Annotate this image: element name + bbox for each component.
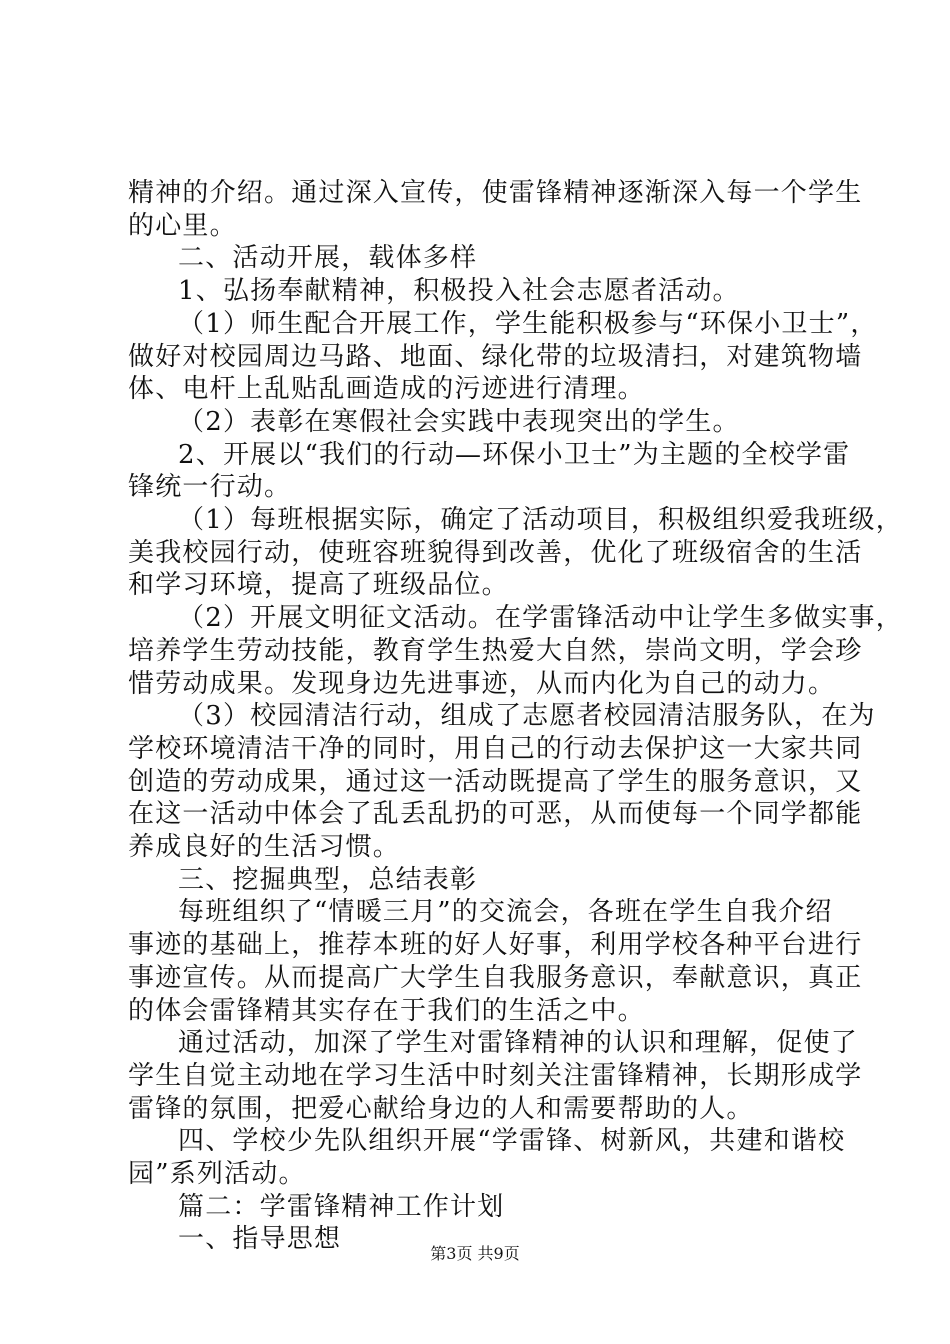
body-line: 园”系列活动。 — [128, 1159, 306, 1189]
body-line: 的体会雷锋精其实存在于我们的生活之中。 — [128, 995, 645, 1026]
body-line: 锋统一行动。 — [128, 472, 292, 503]
body-line: 在这一活动中体会了乱丢乱扔的可恶，从而使每一个同学都能 — [128, 799, 863, 830]
body-line: 事迹的基础上，推荐本班的好人好事，利用学校各种平台进行 — [128, 930, 863, 961]
body-line: 和学习环境，提高了班级品位。 — [128, 570, 509, 601]
body-line: 创造的劳动成果，通过这一活动既提高了学生的服务意识，又 — [128, 766, 863, 797]
body-line: （2）表彰在寒假社会实践中表现突出的学生。 — [178, 406, 740, 437]
body-line: 惜劳动成果。发现身边先进事迹，从而内化为自己的动力。 — [128, 668, 836, 699]
body-line: 体、电杆上乱贴乱画造成的污迹进行清理。 — [128, 374, 645, 405]
section-heading: 三、挖掘典型，总结表彰 — [178, 864, 478, 895]
body-line: 养成良好的生活习惯。 — [128, 832, 401, 862]
body-line: 的心里。 — [128, 210, 237, 241]
body-line: 1、弘扬奉献精神，积极投入社会志愿者活动。 — [178, 276, 740, 307]
body-line: 美我校园行动，使班容班貌得到改善，优化了班级宿舍的生活 — [128, 537, 863, 568]
body-line: 学生自觉主动地在学习生活中时刻关注雷锋精神，长期形成学 — [128, 1060, 863, 1091]
body-line: 通过活动，加深了学生对雷锋精神的认识和理解，促使了 — [178, 1028, 859, 1059]
body-line: 培养学生劳动技能，教育学生热爱大自然，崇尚文明，学会珍 — [128, 635, 863, 666]
document-heading: 篇二：学雷锋精神工作计划 — [178, 1191, 505, 1222]
body-line: （1）师生配合开展工作，学生能积极参与“环保小卫士”， — [178, 308, 878, 339]
section-heading: 四、学校少先队组织开展“学雷锋、树新风，共建和谐校 — [178, 1126, 846, 1157]
body-line: （1）每班根据实际，确定了活动项目，积极组织爱我班级， — [178, 505, 903, 535]
body-line: 精神的介绍。通过深入宣传，使雷锋精神逐渐深入每一个学生 — [128, 178, 863, 208]
section-heading: 一、指导思想 — [178, 1224, 342, 1255]
page-number-footer: 第3页 共9页 — [430, 1244, 520, 1263]
body-line: 做好对校园周边马路、地面、绿化带的垃圾清扫，对建筑物墙 — [128, 341, 863, 372]
body-line: 每班组织了“情暖三月”的交流会，各班在学生自我介绍 — [178, 897, 833, 928]
section-heading: 二、活动开展，载体多样 — [178, 243, 478, 274]
body-line: 雷锋的氛围，把爱心献给身边的人和需要帮助的人。 — [128, 1093, 754, 1124]
body-line: （3）校园清洁行动，组成了志愿者校园清洁服务队，在为 — [178, 701, 876, 732]
body-line: 事迹宣传。从而提高广大学生自我服务意识，奉献意识，真正 — [128, 962, 863, 993]
body-line: （2）开展文明征文活动。在学雷锋活动中让学生多做实事， — [178, 603, 903, 634]
body-line: 学校环境清洁干净的同时，用自己的行动去保护这一大家共同 — [128, 733, 863, 764]
body-line: 2、开展以“我们的行动—环保小卫士”为主题的全校学雷 — [178, 439, 851, 470]
